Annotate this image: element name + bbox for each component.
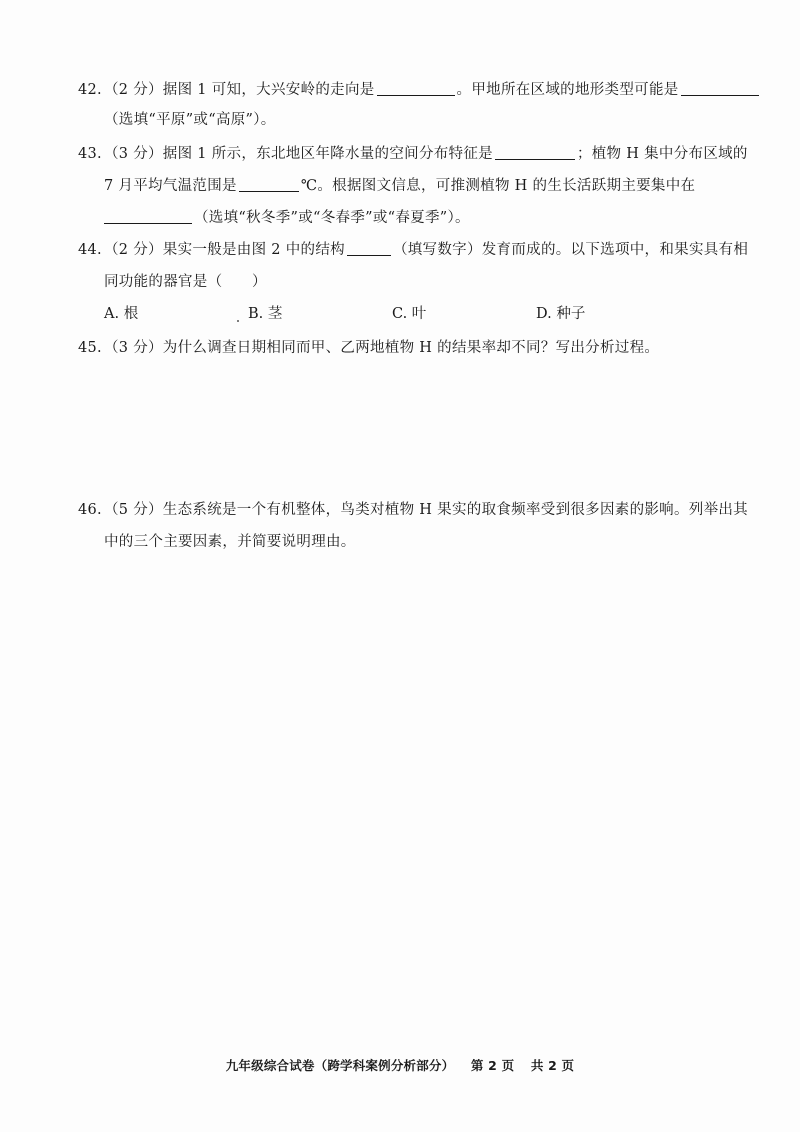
- question-text: （5 分）生态系统是一个有机整体，鸟类对植物 H 果实的取食频率受到很多因素的影响。列举出其: [103, 502, 748, 518]
- question-44-line-2: [104, 272, 267, 292]
- question-text: （3 分）为什么调查日期相同而甲、乙两地植物 H 的结果率却不同？写出分析过程。: [103, 340, 660, 356]
- question-44-line-1: [78, 240, 748, 260]
- question-43-line-2: [104, 176, 695, 196]
- option-b[interactable]: B. 茎: [248, 306, 283, 322]
- question-number: 45.: [78, 340, 102, 356]
- question-text: ；植物 H 集中分布区域的: [576, 146, 748, 162]
- answer-blank[interactable]: [347, 241, 391, 256]
- question-text: （选填“平原”或“高原”）。: [104, 112, 276, 128]
- question-text: （选填“秋冬季”或“冬春季”或“春夏季”）。: [194, 210, 470, 226]
- footer-title: 九年级综合试卷（跨学科案例分析部分）: [225, 1058, 455, 1073]
- question-number: 44.: [78, 242, 102, 258]
- question-text: ℃。根据图文信息，可推测植物 H 的生长活跃期主要集中在: [300, 178, 696, 194]
- question-text: 。甲地所在区域的地形类型可能是: [456, 82, 679, 98]
- question-text: 中的三个主要因素，并简要说明理由。: [104, 534, 356, 550]
- question-text: 同功能的器官是（ ）: [104, 274, 267, 290]
- question-42-line-1: [78, 80, 761, 100]
- question-46-line-2: [104, 532, 356, 552]
- option-d[interactable]: D. 种子: [536, 306, 586, 322]
- question-text: （2 分）据图 1 可知，大兴安岭的走向是: [103, 82, 375, 98]
- answer-blank[interactable]: [681, 81, 759, 96]
- option-c[interactable]: C. 叶: [392, 306, 427, 322]
- option-a[interactable]: A. 根: [104, 306, 139, 322]
- question-45-line-1: [78, 338, 659, 358]
- question-text: 7 月平均气温范围是: [104, 178, 237, 194]
- question-43-line-1: [78, 144, 748, 164]
- question-text: （填写数字）发育而成的。以下选项中，和果实具有相: [392, 242, 749, 258]
- answer-blank[interactable]: [104, 209, 192, 224]
- page-footer: [0, 1056, 800, 1074]
- question-46-line-1: [78, 500, 748, 520]
- answer-blank[interactable]: [377, 81, 455, 96]
- question-number: 42.: [78, 82, 102, 98]
- footer-page-number: 第 2 页: [470, 1058, 515, 1073]
- question-43-line-3: [104, 208, 470, 228]
- question-text: （3 分）据图 1 所示，东北地区年降水量的空间分布特征是: [103, 146, 493, 162]
- answer-blank[interactable]: [495, 145, 575, 160]
- question-number: 46.: [78, 502, 102, 518]
- scan-speck: [237, 320, 239, 322]
- footer-total-pages: 共 2 页: [530, 1058, 575, 1073]
- question-text: （2 分）果实一般是由图 2 中的结构: [103, 242, 345, 258]
- answer-blank[interactable]: [239, 177, 299, 192]
- question-42-line-2: [104, 110, 276, 130]
- question-number: 43.: [78, 146, 102, 162]
